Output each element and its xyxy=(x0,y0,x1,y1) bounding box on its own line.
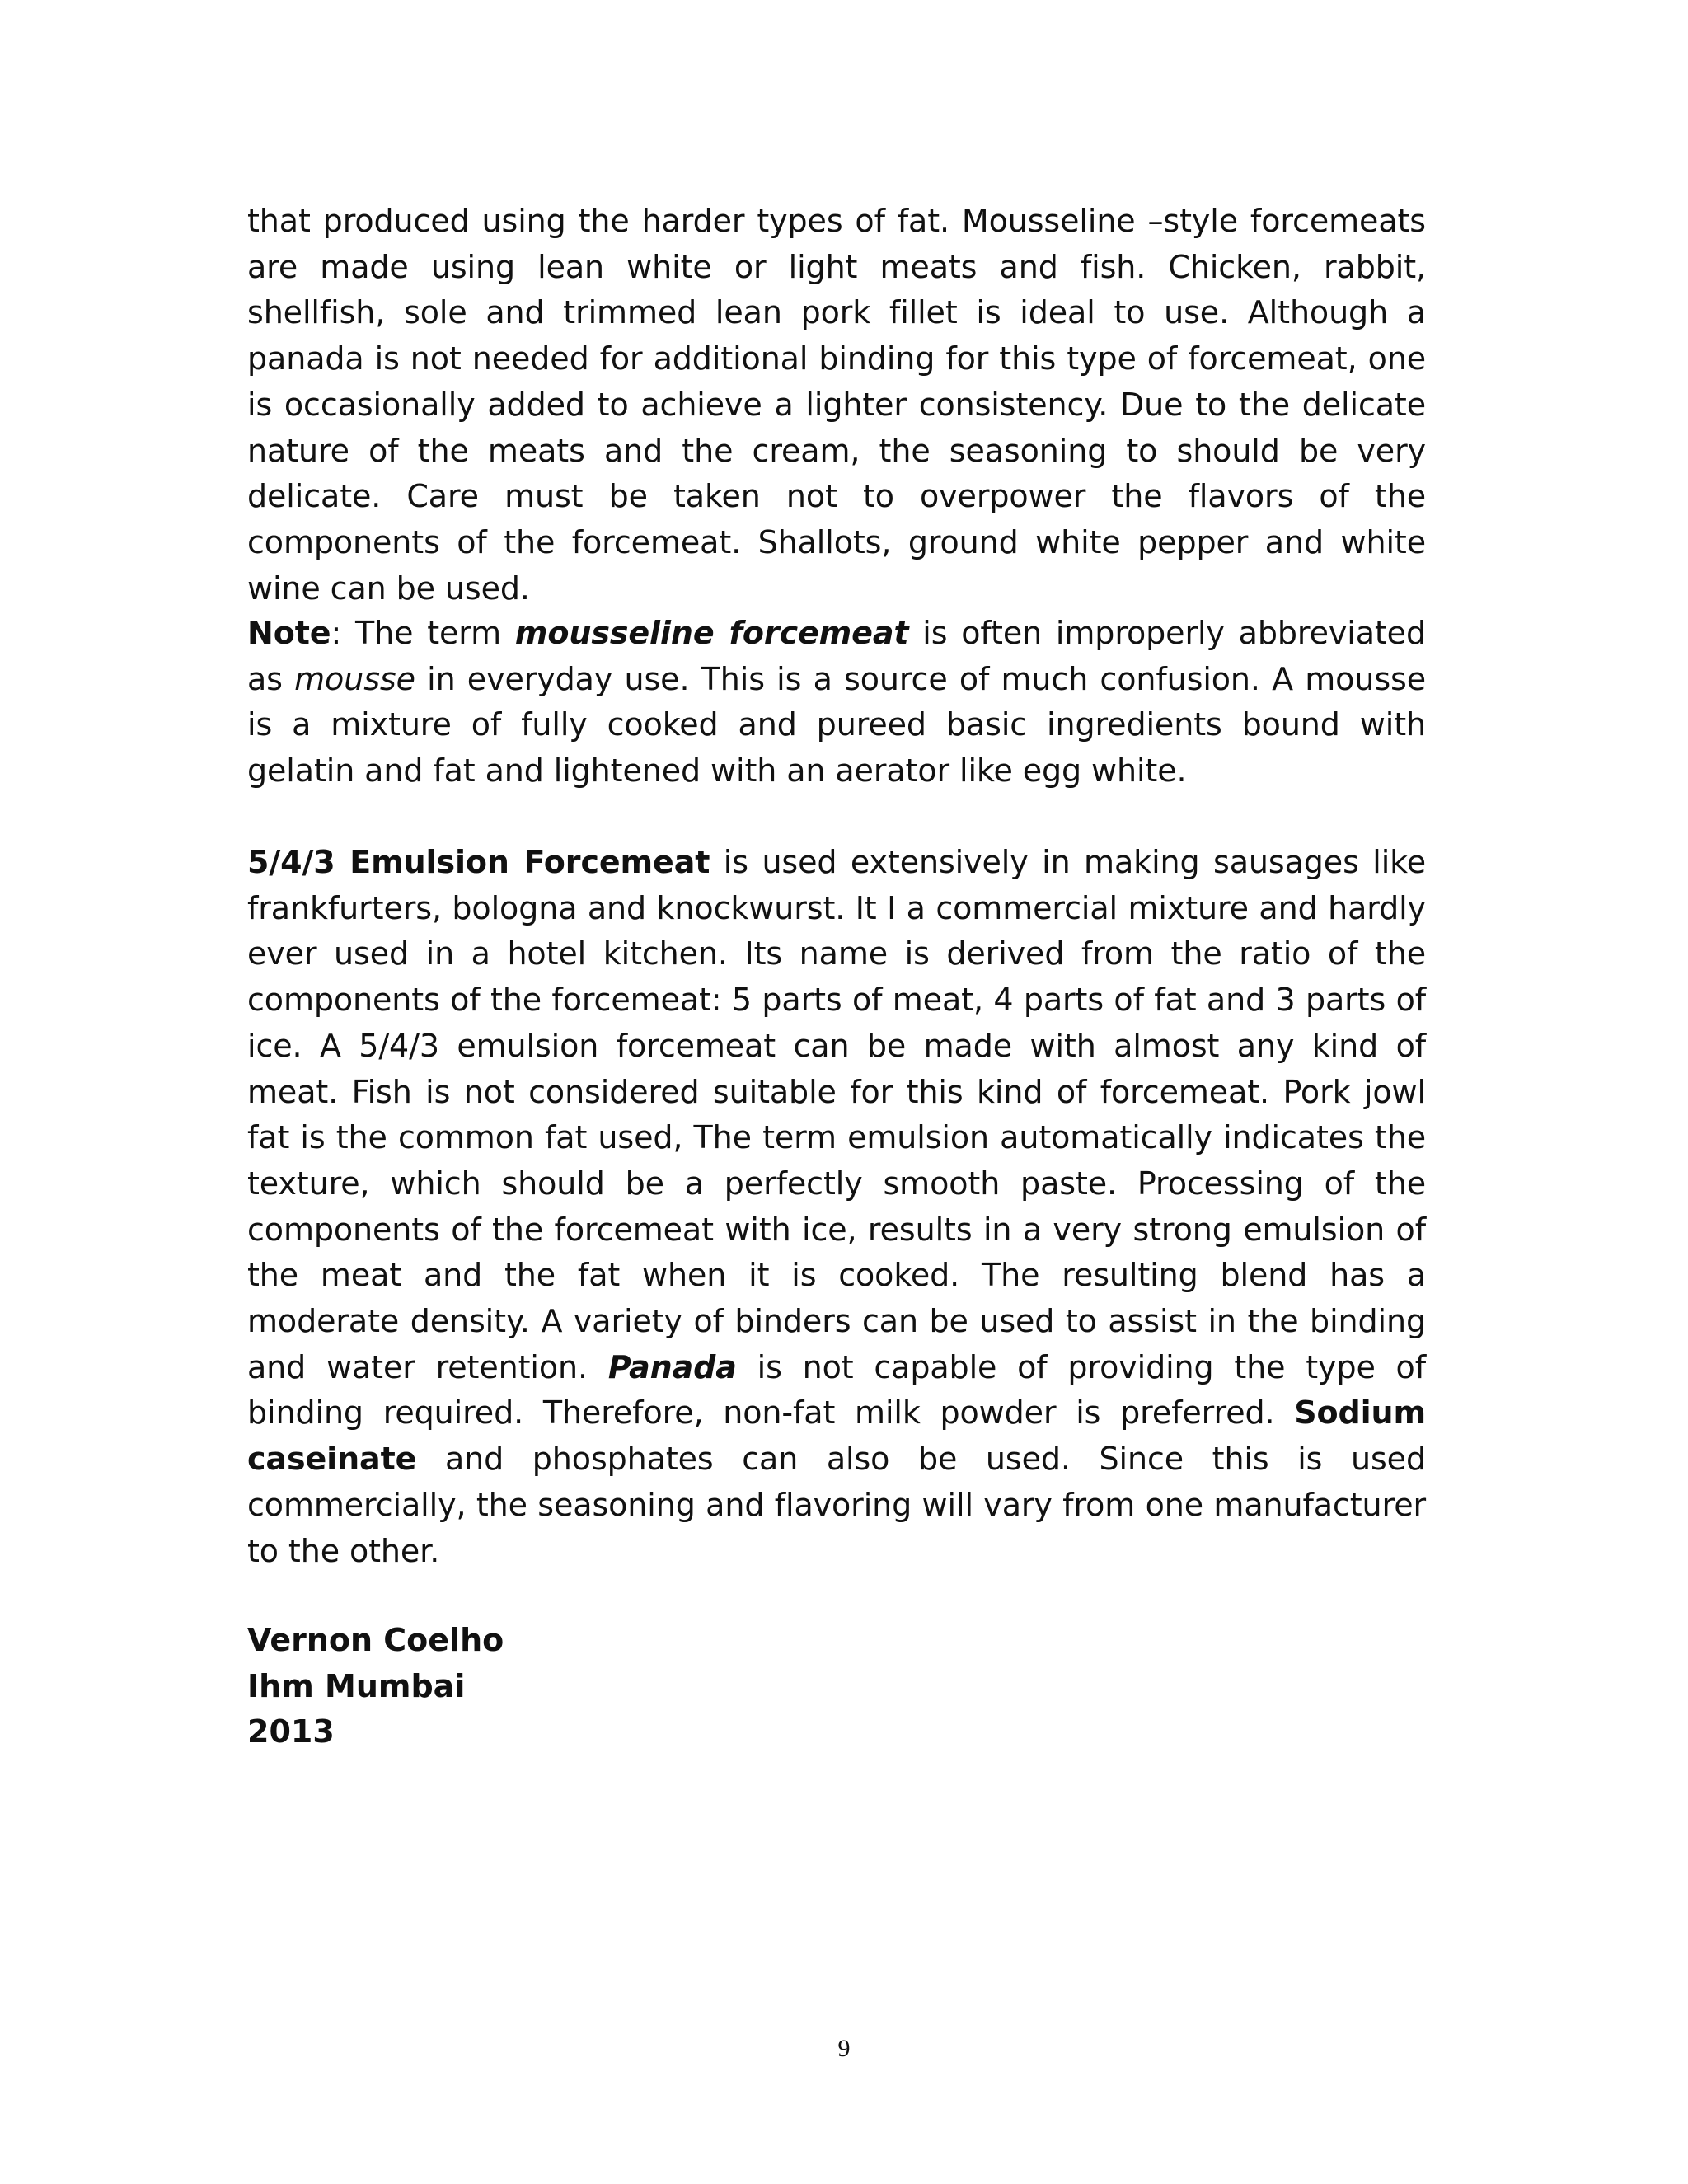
emulsion-heading: 5/4/3 Emulsion Forcemeat xyxy=(247,844,710,880)
emulsion-text-c: and phosphates can also be used. Since this is used commercially, the seasoning and flavoring will vary from one manufacturer to the other. xyxy=(247,1441,1426,1569)
emulsion-text-b: is not capable of providing the type of binding required. Therefore, non-fat milk powder is preferred. xyxy=(247,1348,1426,1432)
emulsion-text-a: is used extensively in making sausages like frankfurters, bologna and knockwurst. It I a commercial mixture and hardly ever used in a hotel kitchen. Its name is derived from the ratio of the components of the forcemeat: 5 parts of meat, 4 parts of fat and 3 parts of ice. A 5/4/3 emulsion forcemeat can be made with almost any kind of meat. Fish is not considered suitable for this kind of forcemeat. Pork jowl fat is the common fat used, The term emulsion automatically indicates the texture, which should be a perfectly smooth paste. Processing of the components of the forcemeat with ice, results in a very strong emulsion of the meat and the fat when it is cooked. The resulting blend has a moderate density. A variety of binders can be used to assist in the binding and water retention. xyxy=(247,844,1426,1385)
emulsion-term-sodium-caseinate: Sodium caseinate xyxy=(247,1394,1426,1478)
note-text-b: is often improperly abbreviated as xyxy=(247,615,1426,697)
note-term-mousse: mousse xyxy=(294,660,415,697)
note-text-c: in everyday use. This is a source of much confusion. A mousse is a mixture of fully cooked and pureed basic ingredients bound with gelatin and fat and lightened with an aerator like egg white. xyxy=(247,660,1426,790)
note-label: Note xyxy=(247,615,331,651)
note-colon: : xyxy=(331,615,342,651)
signature-year: 2013 xyxy=(247,1713,335,1750)
note-term-mousseline-forcemeat: mousseline forcemeat xyxy=(514,615,909,651)
page-number: 9 xyxy=(837,2035,851,2062)
paragraph-emulsion-forcemeat xyxy=(247,840,1426,1574)
note-text-a: The term xyxy=(341,615,515,651)
paragraph-note xyxy=(247,611,1426,794)
signature-block xyxy=(247,1618,504,1755)
paragraph-mousseline: that produced using the harder types of fat. Mousseline –style forcemeats are made using lean white or light meats and fish. Chicken, rabbit, shellfish, sole and trimmed lean pork fillet is ideal to use. Although a panada is not needed for additional binding for this type of forcemeat, one is occasionally added to achieve a lighter consistency. Due to the delicate nature of the meats and the cream, the seasoning to should be very delicate. Care must be taken not to overpower the flavors of the components of the forcemeat. Shallots, ground white pepper and white wine can be used. xyxy=(247,203,1426,607)
signature-author: Vernon Coelho xyxy=(247,1622,504,1658)
emulsion-term-panada: Panada xyxy=(607,1348,737,1385)
signature-institution: Ihm Mumbai xyxy=(247,1667,466,1704)
